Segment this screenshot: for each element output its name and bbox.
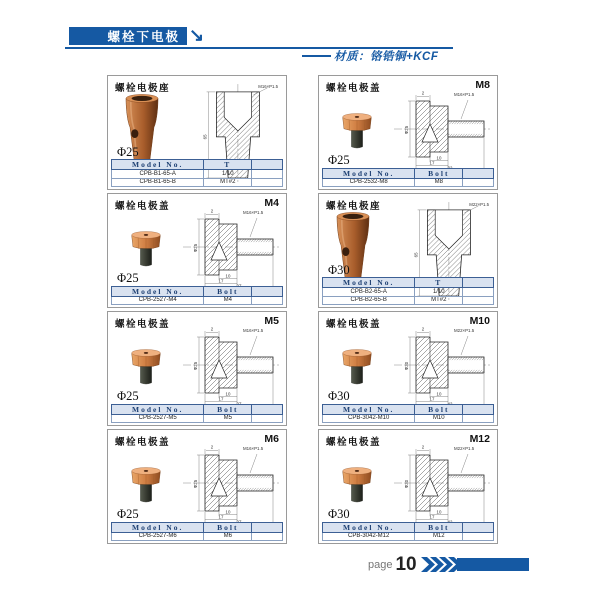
- spec-cell: [463, 178, 494, 187]
- dim-top: 2: [210, 444, 214, 450]
- spec-col-header: T: [204, 160, 252, 170]
- spec-col-header: Bolt: [415, 522, 463, 532]
- panel-size-label: M5: [264, 315, 279, 327]
- spec-cell: M12: [415, 532, 463, 541]
- spec-table-head: [112, 522, 283, 532]
- spec-col-header: Model No.: [323, 278, 415, 288]
- product-panel: [107, 429, 287, 544]
- spec-cell: CPB-2527-M5: [112, 414, 204, 423]
- spec-col-header: [463, 168, 494, 178]
- spec-cell: CPB-B2-65-A: [323, 288, 415, 297]
- panel-diameter-label: Φ30: [328, 507, 350, 521]
- product-photo-use: [132, 350, 161, 385]
- spec-col-header: T: [415, 278, 463, 288]
- spec-cell: [463, 288, 494, 297]
- technical-drawing-cap: [173, 205, 283, 292]
- spec-cell: MT#2: [415, 296, 463, 305]
- panel-size-label: M12: [469, 433, 490, 445]
- dim-pin: 10: [436, 391, 442, 397]
- dim-thread: M16×P1.5: [243, 210, 264, 215]
- spec-cell: CPB-B1-65-B: [112, 178, 204, 187]
- dim-mid: 17: [218, 278, 224, 284]
- product-photo: [331, 338, 383, 394]
- spec-row: [112, 532, 283, 541]
- spec-table-body: [323, 178, 494, 187]
- product-photo: [331, 102, 383, 158]
- spec-row: [112, 178, 283, 187]
- spec-cell: M4: [204, 296, 252, 305]
- spec-table-body: [323, 532, 494, 541]
- dim-mid: 17: [429, 396, 435, 402]
- product-photo: [331, 456, 383, 512]
- seat-length: 65: [413, 252, 419, 258]
- spec-table-head: [112, 404, 283, 414]
- spec-col-header: Bolt: [204, 286, 252, 296]
- spec-cell: 1/10: [415, 288, 463, 297]
- spec-table: [322, 522, 494, 542]
- page-number: 10: [395, 554, 417, 575]
- spec-table-body: [112, 532, 283, 541]
- dim-top: 2: [421, 326, 425, 332]
- technical-drawing-cap: [384, 323, 494, 410]
- page-footer: [368, 556, 531, 573]
- spec-col-header: Bolt: [204, 522, 252, 532]
- spec-table-body: [112, 296, 283, 305]
- dim-top: 2: [421, 90, 425, 96]
- spec-cell: CPB-3042-M10: [323, 414, 415, 423]
- product-photo-use: [343, 114, 372, 149]
- product-panel: [318, 429, 498, 544]
- chevron-right-icon: [421, 557, 531, 572]
- spec-col-header: [252, 286, 283, 296]
- dim-pin: 10: [436, 509, 442, 515]
- spec-col-header: [463, 278, 494, 288]
- product-photo: [120, 220, 172, 276]
- product-panel: [107, 193, 287, 308]
- product-panel: [318, 311, 498, 426]
- spec-table: [111, 404, 283, 424]
- product-photo-use: [132, 232, 161, 267]
- panel-title: 螺栓电极座: [115, 83, 171, 94]
- spec-table-head: [323, 404, 494, 414]
- dim-dia: Φ30: [404, 479, 409, 489]
- panel-diameter-label: Φ25: [117, 145, 139, 159]
- spec-col-header: Model No.: [112, 404, 204, 414]
- spec-row: [112, 414, 283, 423]
- spec-col-header: [252, 522, 283, 532]
- product-photo: [120, 456, 172, 512]
- material-dash: [302, 55, 331, 57]
- dim-dia: Φ30: [404, 361, 409, 371]
- spec-table-body: [323, 288, 494, 305]
- spec-table-body: [112, 170, 283, 187]
- spec-table-head: [112, 286, 283, 296]
- material-label: 材质：铬锆铜+KCF: [334, 51, 439, 63]
- spec-table-body: [323, 414, 494, 423]
- spec-cell: [463, 532, 494, 541]
- dim-dia: Φ25: [404, 125, 409, 135]
- spec-row: [112, 170, 283, 179]
- spec-cell: [252, 296, 283, 305]
- panel-grid: [107, 75, 498, 544]
- technical-drawing-cap: [384, 441, 494, 528]
- technical-drawing-cap: [384, 87, 494, 174]
- spec-col-header: [463, 404, 494, 414]
- dim-mid: 17: [218, 396, 224, 402]
- dim-pin: 10: [225, 273, 231, 279]
- dim-thread: M16×P1.5: [454, 92, 475, 97]
- spec-col-header: Model No.: [112, 286, 204, 296]
- spec-cell: 1/10: [204, 170, 252, 179]
- panel-title: 螺栓电极盖: [326, 83, 382, 94]
- panel-diameter-label: Φ25: [117, 271, 139, 285]
- page-title: 螺栓下电极: [107, 30, 180, 44]
- panel-title: 螺栓电极座: [326, 201, 382, 212]
- technical-drawing-cap: [173, 441, 283, 528]
- spec-cell: CPB-2527-M6: [112, 532, 204, 541]
- spec-col-header: Bolt: [204, 404, 252, 414]
- spec-cell: M5: [204, 414, 252, 423]
- panel-size-label: M8: [475, 79, 490, 91]
- product-photo: [120, 338, 172, 394]
- spec-cell: [252, 532, 283, 541]
- product-panel: [318, 75, 498, 190]
- spec-cell: [463, 414, 494, 423]
- spec-cell: M6: [204, 532, 252, 541]
- panel-size-label: M4: [264, 197, 279, 209]
- header-banner: [69, 27, 187, 45]
- spec-row: [323, 178, 494, 187]
- dim-thread: M16×P1.5: [243, 328, 264, 333]
- dim-dia: Φ25: [193, 479, 198, 489]
- panel-diameter-label: Φ30: [328, 263, 350, 277]
- spec-cell: [252, 178, 283, 187]
- dim-dia: Φ25: [193, 361, 198, 371]
- product-photo-use: [343, 350, 372, 385]
- spec-row: [112, 296, 283, 305]
- panel-title: 螺栓电极盖: [326, 437, 382, 448]
- spec-table-head: [323, 522, 494, 532]
- spec-row: [323, 532, 494, 541]
- spec-col-header: [252, 404, 283, 414]
- spec-table: [111, 159, 283, 187]
- panel-title: 螺栓电极盖: [326, 319, 382, 330]
- dim-top: 2: [210, 326, 214, 332]
- spec-table-head: [323, 168, 494, 178]
- panel-size-label: M6: [264, 433, 279, 445]
- panel-diameter-label: Φ25: [328, 153, 350, 167]
- spec-table-head: [112, 160, 283, 170]
- dim-pin: 10: [436, 155, 442, 161]
- spec-table: [322, 404, 494, 424]
- dim-thread: M22×P1.5: [454, 328, 475, 333]
- spec-table: [322, 168, 494, 188]
- panel-title: 螺栓电极盖: [115, 201, 171, 212]
- dim-top: 2: [421, 444, 425, 450]
- product-panel: [107, 75, 287, 190]
- panel-size-label: M10: [469, 315, 490, 327]
- spec-cell: CPB-2527-M4: [112, 296, 204, 305]
- page-word: page: [368, 558, 393, 571]
- dim-dia: Φ25: [193, 243, 198, 253]
- dim-mid: 17: [429, 160, 435, 166]
- spec-col-header: [463, 522, 494, 532]
- product-panel: [318, 193, 498, 308]
- spec-cell: MT#2: [204, 178, 252, 187]
- panel-title: 螺栓电极盖: [115, 319, 171, 330]
- product-photo-use: [132, 468, 161, 503]
- spec-col-header: Model No.: [323, 168, 415, 178]
- spec-row: [323, 288, 494, 297]
- dim-thread: M22×P1.5: [454, 446, 475, 451]
- dim-thread: M16×P1.5: [243, 446, 264, 451]
- spec-col-header: Bolt: [415, 404, 463, 414]
- panel-diameter-label: Φ30: [328, 389, 350, 403]
- spec-cell: M10: [415, 414, 463, 423]
- panel-diameter-label: Φ25: [117, 507, 139, 521]
- dim-top: 2: [210, 208, 214, 214]
- spec-col-header: Model No.: [323, 404, 415, 414]
- spec-cell: [252, 414, 283, 423]
- dim-mid: 17: [429, 514, 435, 520]
- spec-table-body: [112, 414, 283, 423]
- banner-arrow-icon: ↘: [189, 25, 205, 45]
- spec-col-header: Model No.: [112, 522, 204, 532]
- technical-drawing-cap: [173, 323, 283, 410]
- spec-col-header: Model No.: [323, 522, 415, 532]
- seat-thread: M22×P1.5: [469, 202, 490, 207]
- product-photo-use: [343, 468, 372, 503]
- spec-table: [111, 522, 283, 542]
- spec-row: [323, 414, 494, 423]
- spec-col-header: Model No.: [112, 160, 204, 170]
- spec-cell: CPB-B1-65-A: [112, 170, 204, 179]
- spec-cell: CPB-3042-M12: [323, 532, 415, 541]
- spec-col-header: [252, 160, 283, 170]
- product-panel: [107, 311, 287, 426]
- panel-diameter-label: Φ25: [117, 389, 139, 403]
- panel-title: 螺栓电极盖: [115, 437, 171, 448]
- spec-col-header: Bolt: [415, 168, 463, 178]
- spec-table-head: [323, 278, 494, 288]
- spec-cell: M8: [415, 178, 463, 187]
- spec-cell: [463, 296, 494, 305]
- spec-cell: [252, 170, 283, 179]
- spec-table: [322, 277, 494, 305]
- spec-row: [323, 296, 494, 305]
- seat-thread: M16×P1.5: [258, 84, 279, 89]
- spec-cell: CPB-2532-M8: [323, 178, 415, 187]
- dim-pin: 10: [225, 509, 231, 515]
- dim-mid: 17: [218, 514, 224, 520]
- spec-cell: CPB-B2-65-B: [323, 296, 415, 305]
- dim-pin: 10: [225, 391, 231, 397]
- spec-table: [111, 286, 283, 306]
- seat-length: 65: [202, 134, 208, 140]
